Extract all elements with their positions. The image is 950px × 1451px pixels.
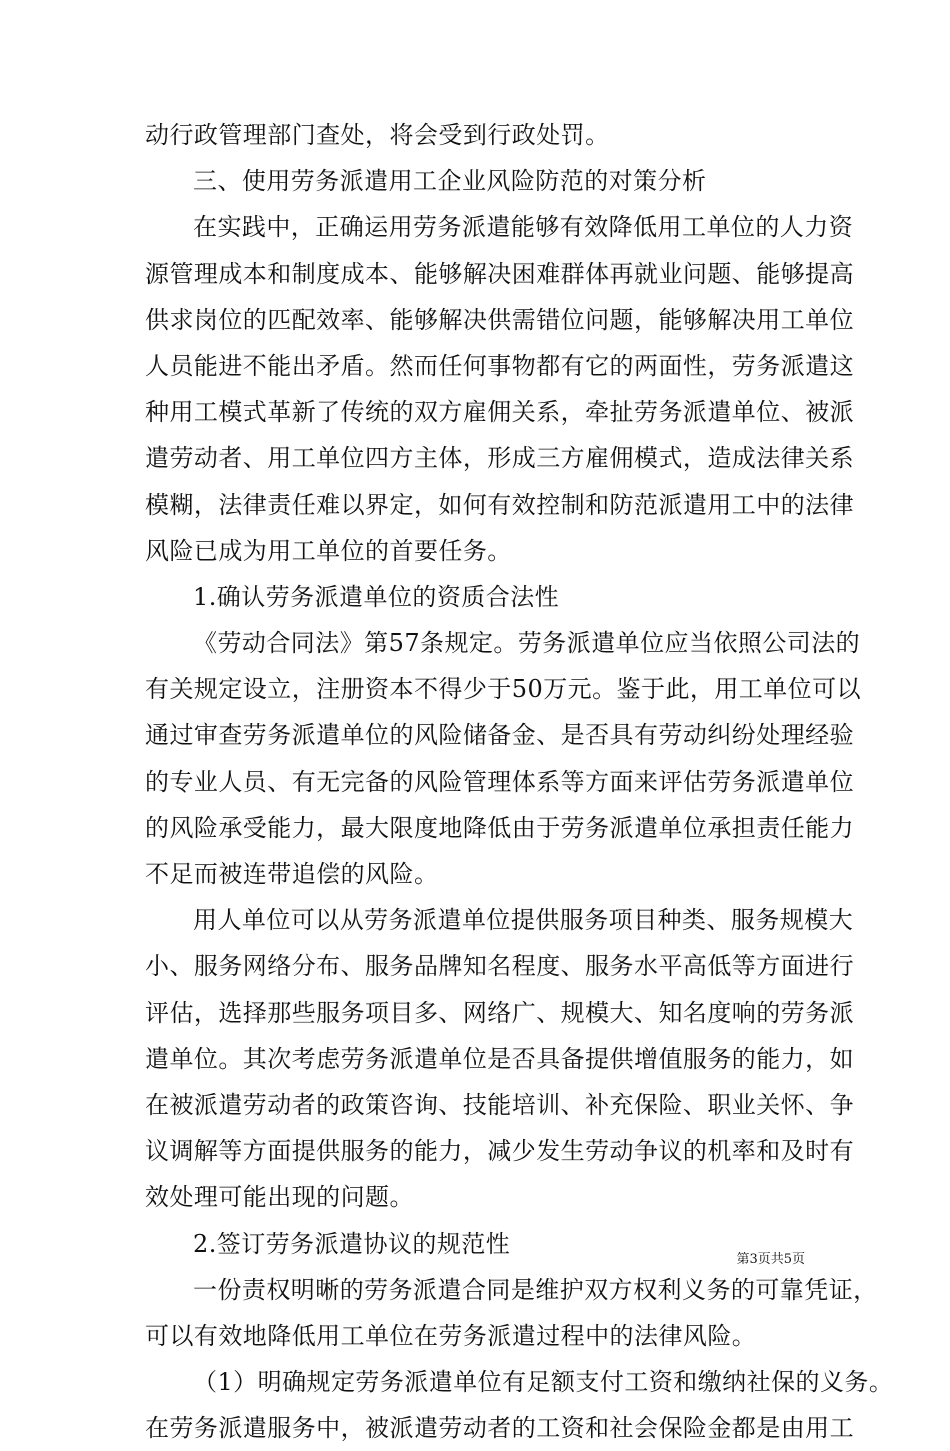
text-line: 遣单位。其次考虑劳务派遣单位是否具备提供增值服务的能力，如 <box>145 1044 855 1073</box>
text-line: 评估，选择那些服务项目多、网络广、规模大、知名度响的劳务派 <box>145 998 855 1027</box>
text-line: 在被派遣劳动者的政策咨询、技能培训、补充保险、职业关怀、争 <box>145 1090 855 1119</box>
text-line: 议调解等方面提供服务的能力，减少发生劳动争议的机率和及时有 <box>145 1137 855 1166</box>
text-line: 在劳务派遣服务中，被派遣劳动者的工资和社会保险金都是由用工 <box>145 1414 855 1443</box>
paragraph-first-line: 用人单位可以从劳务派遣单位提供服务项目种类、服务规模大 <box>193 906 854 935</box>
text-line: 的风险承受能力，最大限度地降低由于劳务派遣单位承担责任能力 <box>145 813 855 842</box>
text-line: 不足而被连带追偿的风险。 <box>145 860 439 888</box>
text-line: 遣劳动者、用工单位四方主体，形成三方雇佣模式，造成法律关系 <box>145 444 855 473</box>
paragraph-first-line: 一份责权明晰的劳务派遣合同是维护双方权利义务的可靠凭证， <box>193 1275 878 1304</box>
section-heading: 三、使用劳务派遣用工企业风险防范的对策分析 <box>193 167 707 196</box>
subsection-heading: 2.签订劳务派遣协议的规范性 <box>193 1229 511 1258</box>
text-line: 动行政管理部门查处，将会受到行政处罚。 <box>145 121 610 149</box>
text-line: 小、服务网络分布、服务品牌知名程度、服务水平高低等方面进行 <box>145 952 855 981</box>
text-line: 源管理成本和制度成本、能够解决困难群体再就业问题、能够提高 <box>145 259 855 288</box>
text-line: 种用工模式革新了传统的双方雇佣关系，牵扯劳务派遣单位、被派 <box>145 398 855 427</box>
text-line: 通过审查劳务派遣单位的风险储备金、是否具有劳动纠纷处理经验 <box>145 721 855 750</box>
text-line: 可以有效地降低用工单位在劳务派遣过程中的法律风险。 <box>145 1321 757 1350</box>
text-line: 的专业人员、有无完备的风险管理体系等方面来评估劳务派遣单位 <box>145 767 855 796</box>
text-line: 模糊，法律责任难以界定，如何有效控制和防范派遣用工中的法律 <box>145 490 855 519</box>
paragraph-first-line: 《劳动合同法》第57条规定。劳务派遣单位应当依照公司法的 <box>193 629 861 658</box>
document-body <box>145 112 894 1451</box>
paragraph-first-line: 在实践中，正确运用劳务派遣能够有效降低用工单位的人力资 <box>193 213 854 242</box>
text-line: 效处理可能出现的问题。 <box>145 1183 414 1212</box>
page-number: 第3页共5页 <box>736 1252 805 1267</box>
subsection-heading: 1.确认劳务派遣单位的资质合法性 <box>193 582 560 611</box>
text-line: 供求岗位的匹配效率、能够解决供需错位问题，能够解决用工单位 <box>145 305 855 334</box>
text-line: 有关规定设立，注册资本不得少于50万元。鉴于此，用工单位可以 <box>145 675 862 704</box>
text-line: 风险已成为用工单位的首要任务。 <box>145 536 512 565</box>
paragraph-first-line: （1）明确规定劳务派遣单位有足额支付工资和缴纳社保的义务。 <box>193 1368 894 1397</box>
text-line: 人员能进不能出矛盾。然而任何事物都有它的两面性，劳务派遣这 <box>145 351 855 380</box>
